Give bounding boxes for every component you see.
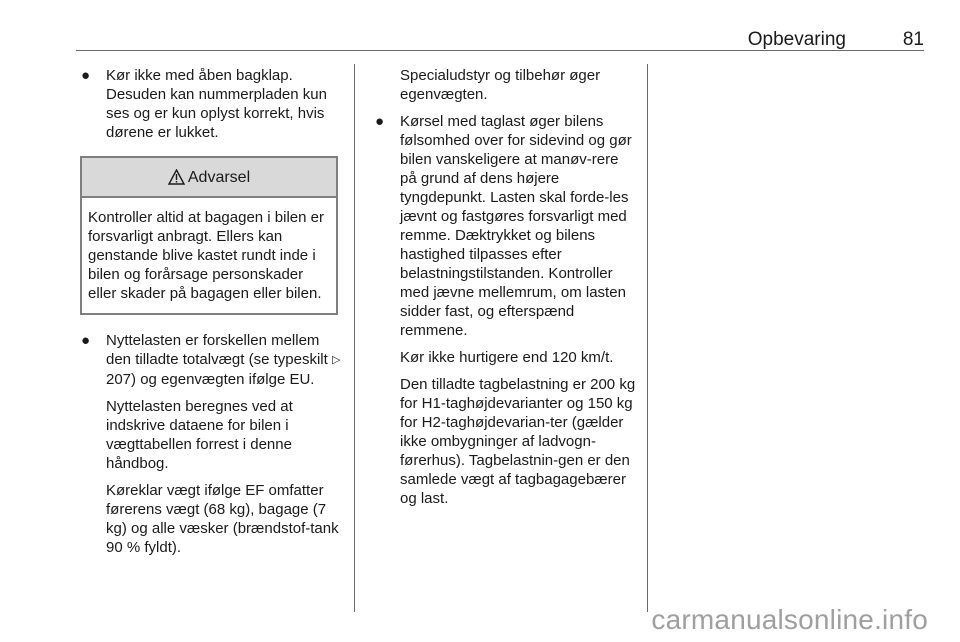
body-paragraph: Køreklar vægt ifølge EF omfatter førerens vægt (68 kg), bagage (7 kg) og alle væsker (brændstof-tank 90 % fyldt).	[106, 482, 339, 556]
column-divider-2	[647, 64, 648, 612]
warning-title: Advarsel	[187, 168, 251, 186]
header-rule	[76, 50, 924, 51]
bullet-text: Kør ikke med åben bagklap. Desuden kan nummerpladen kun ses og er kun oplyst korrekt, hvis dørene er lukket.	[106, 67, 327, 141]
watermark: carmanualsonline.info	[651, 604, 928, 635]
section-title: Opbevaring	[747, 29, 846, 50]
body-paragraph: Kør ikke hurtigere end 120 km/t.	[400, 349, 614, 366]
body-paragraph: Specialudstyr og tilbehør øger egenvægten.	[400, 67, 601, 103]
column-right	[374, 66, 636, 508]
warning-triangle-icon	[168, 169, 185, 185]
bullet-icon: ●	[375, 113, 385, 130]
page-number: 81	[902, 29, 924, 50]
list-item	[80, 331, 342, 389]
warning-body: Kontroller altid at bagagen i bilen er forsvarligt anbragt. Ellers kan genstande blive kastet rundt inde i bilen og forårsage personskader eller skader på bagagen eller bilen.	[88, 209, 324, 302]
bullet-text: Nyttelasten er forskellen mellem den tilladte totalvægt (se typeskilt	[106, 332, 328, 368]
bullet-icon: ●	[81, 67, 91, 84]
warning-box	[80, 156, 338, 315]
page-header	[76, 28, 924, 52]
body-paragraph: Nyttelasten beregnes ved at indskrive dataene for bilen i vægttabellen forrest i denne håndbog.	[106, 398, 293, 472]
bullet-icon: ●	[81, 332, 91, 349]
crossref-arrow-icon[interactable]: ▷	[331, 354, 341, 366]
warning-header	[82, 158, 336, 198]
list-item	[374, 112, 636, 340]
list-item	[80, 66, 342, 142]
body-paragraph: Den tilladte tagbelastning er 200 kg for H1-taghøjdevarianter og 150 kg for H2-taghøjdevarian-ter (gælder ikke ombygninger af ladvogn-førerhus). Tagbelastnin-gen er den samlede vægt af tagbagagebærer og last.	[400, 376, 636, 507]
column-divider-1	[354, 64, 355, 612]
column-left	[80, 66, 342, 557]
page-reference-text: 207) og egenvægten ifølge EU.	[106, 371, 315, 388]
bullet-text: Kørsel med taglast øger bilens følsomhed over for sidevind og gør bilen vanskeligere at manøv-rere på grund af dens højere tyngdepunkt. Lasten skal forde-les jævnt og fastgøres forsvarligt med remme. Dæktrykket og bilens hastighed tilpasses efter belastningstilstanden. Kontroller med jævne mellemrum, om lasten sidder fast, og efterspænd remmene.	[400, 113, 632, 339]
